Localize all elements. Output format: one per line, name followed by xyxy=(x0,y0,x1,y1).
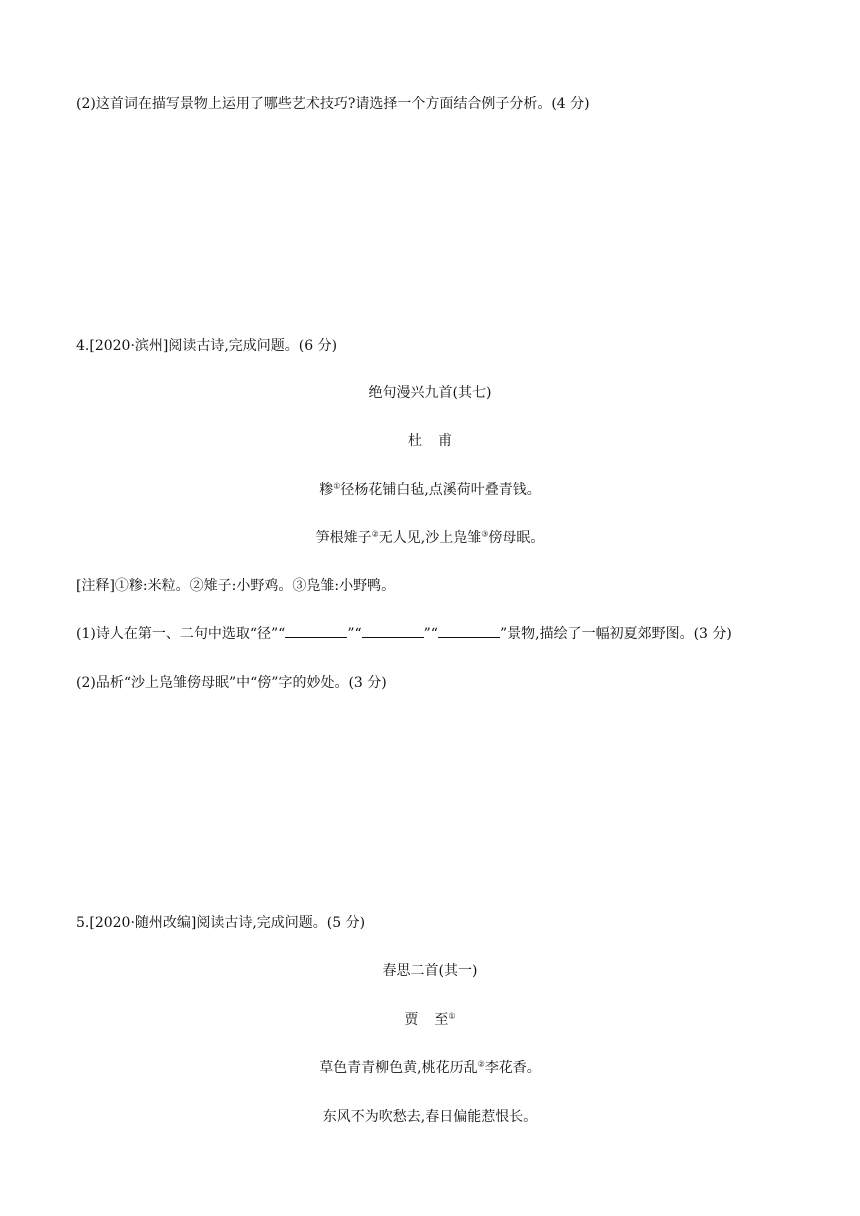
footnote-marker: ① xyxy=(448,1011,456,1021)
answer-blank[interactable] xyxy=(362,624,424,638)
poem-text: 李花香。 xyxy=(484,1060,541,1076)
answer-blank[interactable] xyxy=(438,624,500,638)
question-text: ”“ xyxy=(347,626,362,642)
question-text: ”景物,描绘了一幅初夏郊野图。(3 分) xyxy=(499,626,732,642)
footnote-marker: ③ xyxy=(481,529,489,539)
poem-text: 糁 xyxy=(319,482,334,498)
poem-text: 笋根雉子 xyxy=(315,530,372,546)
footnote-marker: ① xyxy=(333,481,341,491)
question-text: ”“ xyxy=(423,626,438,642)
poem-text: 无人见,沙上凫雏 xyxy=(378,530,482,546)
question-text: (1)诗人在第一、二句中选取“径”“ xyxy=(76,626,286,642)
author-given-name: 至 xyxy=(434,1012,449,1028)
question-4-header: 4.[2020·滨州]阅读古诗,完成问题。(6 分) xyxy=(76,338,338,354)
poem-line-2: 东风不为吹愁去,春日偏能惹恨长。 xyxy=(322,1109,538,1125)
annotations: [注释]①糁:米粒。②雉子:小野鸡。③凫雏:小野鸭。 xyxy=(76,578,396,594)
question-4-part-2: (2)品析“沙上凫雏傍母眠”中“傍”字的妙处。(3 分) xyxy=(76,675,387,691)
poem-author xyxy=(0,431,860,451)
poem-line-1 xyxy=(0,480,860,500)
poem-text: 径杨花铺白毡,点溪荷叶叠青钱。 xyxy=(340,482,541,498)
question-5-header: 5.[2020·随州改编]阅读古诗,完成问题。(5 分) xyxy=(76,915,366,931)
poem-text: 草色青青柳色黄,桃花历乱 xyxy=(319,1060,478,1076)
poem-title: 绝句漫兴九首(其七) xyxy=(368,385,492,401)
poem-author xyxy=(0,1010,860,1030)
poem-line-1 xyxy=(0,1058,860,1078)
question-3-part-2: (2)这首词在描写景物上运用了哪些艺术技巧?请选择一个方面结合例子分析。(4 分) xyxy=(76,96,590,112)
answer-blank[interactable] xyxy=(285,624,347,638)
poem-line-2 xyxy=(0,528,860,548)
author-given-name: 甫 xyxy=(438,433,452,449)
question-4-part-1 xyxy=(76,624,732,644)
author-surname: 杜 xyxy=(408,433,422,449)
footnote-marker: ② xyxy=(371,529,379,539)
poem-text: 傍母眠。 xyxy=(488,530,545,546)
footnote-marker: ② xyxy=(477,1059,485,1069)
author-surname: 贾 xyxy=(404,1012,419,1028)
poem-title: 春思二首(其一) xyxy=(382,963,478,979)
